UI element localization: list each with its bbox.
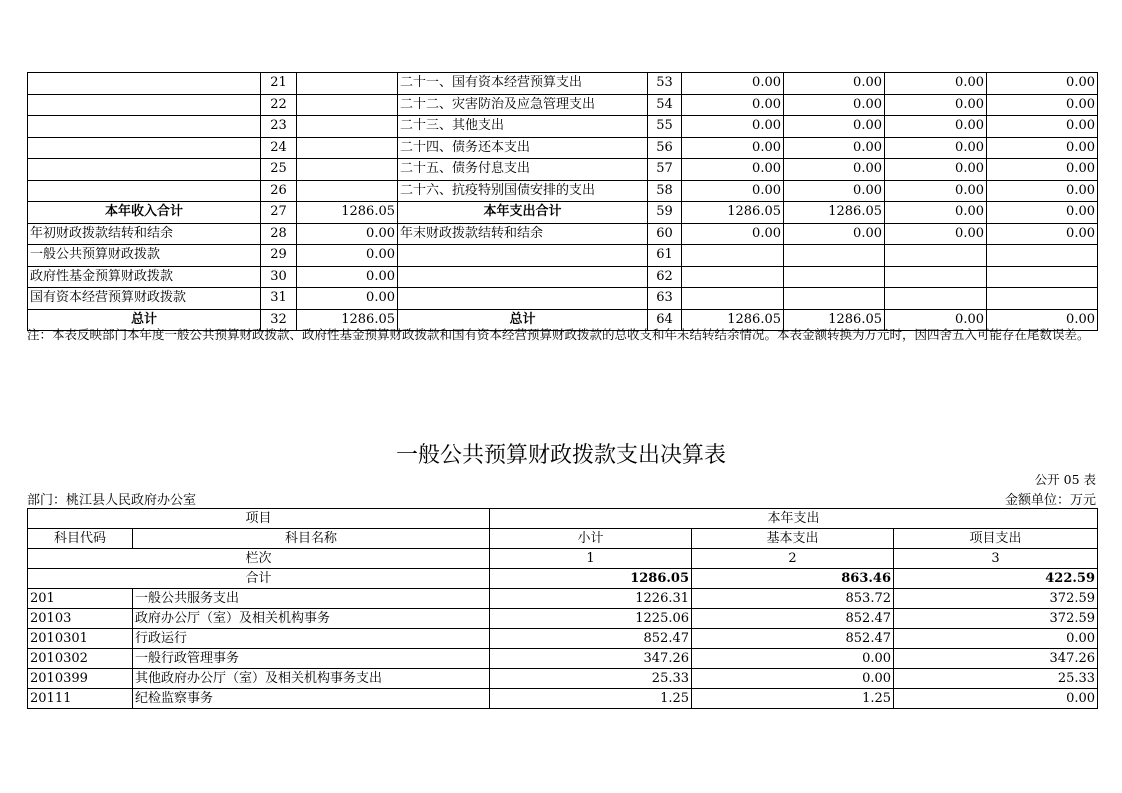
income-line-no: 30	[261, 266, 297, 288]
expenditure-government-fund: 0.00	[885, 137, 987, 159]
income-amount: 0.00	[297, 223, 398, 245]
income-expenditure-table	[27, 72, 1098, 331]
income-item	[28, 137, 261, 159]
subject-name: 纪检监察事务	[133, 689, 490, 709]
expenditure-government-fund	[885, 245, 987, 267]
table-row	[28, 245, 1098, 267]
expenditure-line-no: 59	[648, 202, 682, 224]
expenditure-general-budget: 1286.05	[784, 202, 885, 224]
income-amount: 0.00	[297, 288, 398, 310]
expenditure-item: 二十五、债务付息支出	[398, 159, 648, 181]
basic-amount: 853.72	[692, 589, 894, 609]
header-row-2	[28, 529, 1098, 549]
expenditure-item: 二十一、国有资本经营预算支出	[398, 73, 648, 95]
income-item	[28, 94, 261, 116]
expenditure-total	[682, 245, 784, 267]
subtotal-amount: 852.47	[490, 629, 692, 649]
expenditure-body	[28, 589, 1098, 709]
expenditure-item: 二十三、其他支出	[398, 116, 648, 138]
subject-name: 一般行政管理事务	[133, 649, 490, 669]
expenditure-total: 1286.05	[682, 202, 784, 224]
subject-code: 2010399	[28, 669, 133, 689]
expenditure-state-capital: 0.00	[987, 180, 1098, 202]
expenditure-line-no: 64	[648, 309, 682, 331]
expenditure-general-budget: 0.00	[784, 159, 885, 181]
project-amount: 372.59	[894, 589, 1098, 609]
income-amount	[297, 73, 398, 95]
header-column-label: 栏次	[28, 549, 490, 569]
subject-name: 一般公共服务支出	[133, 589, 490, 609]
expenditure-item	[398, 245, 648, 267]
basic-amount: 852.47	[692, 629, 894, 649]
table-note: 注：本表反映部门本年度一般公共预算财政拨款、政府性基金预算财政拨款和国有资本经营预算财政拨款的总收支和年末结转结余情况。本表金额转换为万元时，因四舍五入可能存在尾数误差。	[27, 327, 1090, 342]
unit-label: 金额单位：万元	[1004, 493, 1096, 508]
expenditure-general-budget	[784, 266, 885, 288]
expenditure-item: 二十二、灾害防治及应急管理支出	[398, 94, 648, 116]
basic-amount: 852.47	[692, 609, 894, 629]
expenditure-state-capital: 0.00	[987, 116, 1098, 138]
header-row-1	[28, 509, 1098, 529]
expenditure-government-fund	[885, 266, 987, 288]
expenditure-total: 0.00	[682, 73, 784, 95]
table-number: 公开 05 表	[1034, 472, 1096, 487]
expenditure-government-fund: 0.00	[885, 180, 987, 202]
income-line-no: 32	[261, 309, 297, 331]
header-name: 科目名称	[133, 529, 490, 549]
header-row-3	[28, 549, 1098, 569]
header-col-2: 2	[692, 549, 894, 569]
income-line-no: 26	[261, 180, 297, 202]
subtotal-amount: 1226.31	[490, 589, 692, 609]
basic-amount: 1.25	[692, 689, 894, 709]
expenditure-line-no: 63	[648, 288, 682, 310]
income-line-no: 24	[261, 137, 297, 159]
expenditure-line-no: 55	[648, 116, 682, 138]
income-line-no: 31	[261, 288, 297, 310]
expenditure-line-no: 62	[648, 266, 682, 288]
expenditure-item	[398, 266, 648, 288]
expenditure-total: 0.00	[682, 116, 784, 138]
header-project: 项目支出	[894, 529, 1098, 549]
income-line-no: 29	[261, 245, 297, 267]
income-amount	[297, 94, 398, 116]
table-row	[28, 266, 1098, 288]
expenditure-item: 本年支出合计	[398, 202, 648, 224]
expenditure-state-capital: 0.00	[987, 94, 1098, 116]
table-row	[28, 137, 1098, 159]
expenditure-total: 0.00	[682, 223, 784, 245]
expenditure-state-capital	[987, 266, 1098, 288]
subject-code: 201	[28, 589, 133, 609]
project-amount: 347.26	[894, 649, 1098, 669]
income-amount	[297, 180, 398, 202]
expenditure-state-capital	[987, 245, 1098, 267]
project-amount: 0.00	[894, 629, 1098, 649]
expenditure-line-no: 58	[648, 180, 682, 202]
expenditure-state-capital: 0.00	[987, 223, 1098, 245]
income-amount: 0.00	[297, 245, 398, 267]
expenditure-line-no: 60	[648, 223, 682, 245]
total-row	[28, 569, 1098, 589]
subject-code: 20103	[28, 609, 133, 629]
header-current-year: 本年支出	[490, 509, 1098, 529]
expenditure-general-budget: 0.00	[784, 73, 885, 95]
income-line-no: 27	[261, 202, 297, 224]
income-item: 政府性基金预算财政拨款	[28, 266, 261, 288]
department-label: 部门：桃江县人民政府办公室	[27, 493, 197, 508]
expenditure-total: 0.00	[682, 159, 784, 181]
expenditure-item: 二十四、债务还本支出	[398, 137, 648, 159]
expenditure-state-capital: 0.00	[987, 73, 1098, 95]
expenditure-line-no: 54	[648, 94, 682, 116]
project-amount: 372.59	[894, 609, 1098, 629]
subtotal-amount: 25.33	[490, 669, 692, 689]
total-basic: 863.46	[692, 569, 894, 589]
income-amount	[297, 159, 398, 181]
expenditure-total	[682, 266, 784, 288]
header-subtotal: 小计	[490, 529, 692, 549]
expenditure-government-fund	[885, 288, 987, 310]
subject-code: 2010302	[28, 649, 133, 669]
expenditure-total: 0.00	[682, 180, 784, 202]
subject-code: 2010301	[28, 629, 133, 649]
expenditure-item: 总计	[398, 309, 648, 331]
table-row	[28, 629, 1098, 649]
income-line-no: 22	[261, 94, 297, 116]
page-title: 一般公共预算财政拨款支出决算表	[395, 443, 726, 468]
income-amount: 1286.05	[297, 309, 398, 331]
table-row	[28, 159, 1098, 181]
expenditure-state-capital: 0.00	[987, 202, 1098, 224]
income-line-no: 21	[261, 73, 297, 95]
expenditure-general-budget: 0.00	[784, 94, 885, 116]
table-row	[28, 180, 1098, 202]
table-row	[28, 649, 1098, 669]
expenditure-total: 0.00	[682, 94, 784, 116]
expenditure-state-capital	[987, 288, 1098, 310]
table-row	[28, 669, 1098, 689]
expenditure-general-budget: 1286.05	[784, 309, 885, 331]
expenditure-line-no: 57	[648, 159, 682, 181]
income-item: 一般公共预算财政拨款	[28, 245, 261, 267]
table-row	[28, 288, 1098, 310]
table-row	[28, 223, 1098, 245]
project-amount: 25.33	[894, 669, 1098, 689]
expenditure-general-budget: 0.00	[784, 116, 885, 138]
expenditure-total: 0.00	[682, 137, 784, 159]
expenditure-government-fund: 0.00	[885, 116, 987, 138]
income-amount	[297, 116, 398, 138]
income-amount: 1286.05	[297, 202, 398, 224]
expenditure-total: 1286.05	[682, 309, 784, 331]
project-amount: 0.00	[894, 689, 1098, 709]
subtotal-amount: 1.25	[490, 689, 692, 709]
income-line-no: 25	[261, 159, 297, 181]
table-row	[28, 116, 1098, 138]
income-line-no: 23	[261, 116, 297, 138]
subject-name: 行政运行	[133, 629, 490, 649]
total-label: 合计	[28, 569, 490, 589]
table-row	[28, 609, 1098, 629]
expenditure-state-capital: 0.00	[987, 309, 1098, 331]
table-row	[28, 73, 1098, 95]
income-expenditure-body	[28, 73, 1098, 331]
income-item	[28, 180, 261, 202]
expenditure-total	[682, 288, 784, 310]
subtotal-amount: 347.26	[490, 649, 692, 669]
income-item: 总计	[28, 309, 261, 331]
income-item: 本年收入合计	[28, 202, 261, 224]
subject-name: 其他政府办公厅（室）及相关机构事务支出	[133, 669, 490, 689]
expenditure-government-fund: 0.00	[885, 94, 987, 116]
subject-name: 政府办公厅（室）及相关机构事务	[133, 609, 490, 629]
expenditure-general-budget: 0.00	[784, 223, 885, 245]
header-code: 科目代码	[28, 529, 133, 549]
income-amount: 0.00	[297, 266, 398, 288]
total-subtotal: 1286.05	[490, 569, 692, 589]
expenditure-item	[398, 288, 648, 310]
table-row	[28, 202, 1098, 224]
expenditure-table	[27, 508, 1098, 709]
expenditure-government-fund: 0.00	[885, 73, 987, 95]
table-row	[28, 689, 1098, 709]
expenditure-line-no: 56	[648, 137, 682, 159]
basic-amount: 0.00	[692, 669, 894, 689]
table-row	[28, 94, 1098, 116]
expenditure-government-fund: 0.00	[885, 223, 987, 245]
total-project: 422.59	[894, 569, 1098, 589]
income-amount	[297, 137, 398, 159]
header-col-1: 1	[490, 549, 692, 569]
income-item	[28, 73, 261, 95]
income-item	[28, 116, 261, 138]
expenditure-state-capital: 0.00	[987, 159, 1098, 181]
header-basic: 基本支出	[692, 529, 894, 549]
income-item: 年初财政拨款结转和结余	[28, 223, 261, 245]
income-line-no: 28	[261, 223, 297, 245]
header-item: 项目	[28, 509, 490, 529]
table-row	[28, 589, 1098, 609]
header-col-3: 3	[894, 549, 1098, 569]
expenditure-line-no: 61	[648, 245, 682, 267]
subtotal-amount: 1225.06	[490, 609, 692, 629]
basic-amount: 0.00	[692, 649, 894, 669]
expenditure-state-capital: 0.00	[987, 137, 1098, 159]
income-item: 国有资本经营预算财政拨款	[28, 288, 261, 310]
expenditure-government-fund: 0.00	[885, 159, 987, 181]
expenditure-general-budget	[784, 288, 885, 310]
income-item	[28, 159, 261, 181]
expenditure-general-budget: 0.00	[784, 137, 885, 159]
subject-code: 20111	[28, 689, 133, 709]
expenditure-general-budget: 0.00	[784, 180, 885, 202]
expenditure-government-fund: 0.00	[885, 202, 987, 224]
expenditure-line-no: 53	[648, 73, 682, 95]
expenditure-government-fund: 0.00	[885, 309, 987, 331]
expenditure-general-budget	[784, 245, 885, 267]
expenditure-item: 年末财政拨款结转和结余	[398, 223, 648, 245]
expenditure-item: 二十六、抗疫特别国债安排的支出	[398, 180, 648, 202]
